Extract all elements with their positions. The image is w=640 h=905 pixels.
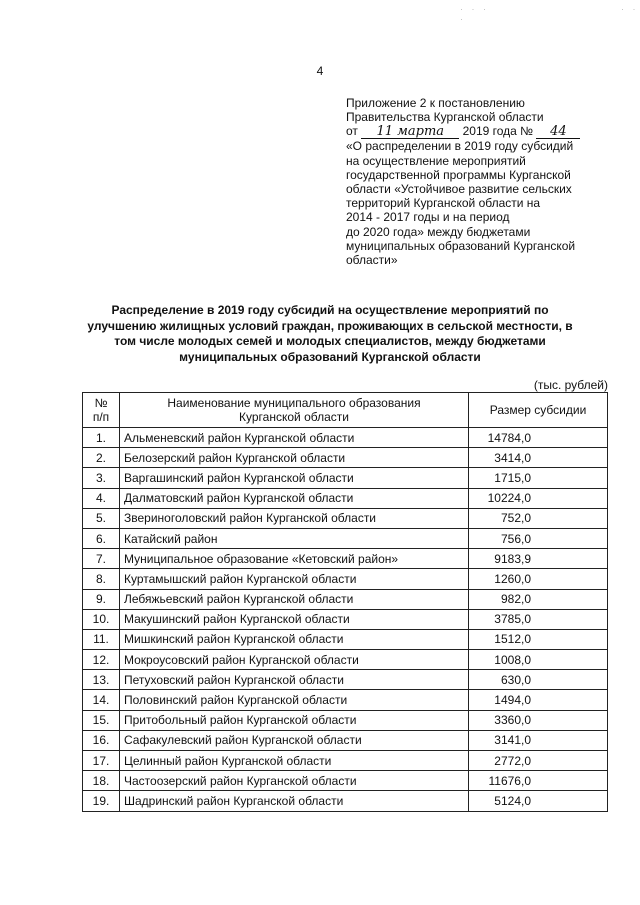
row-number: 12. (83, 650, 120, 670)
row-number: 8. (83, 569, 120, 589)
row-municipality: Петуховский район Курганской области (120, 670, 469, 690)
appendix-body-line: государственной программы Курганской (346, 167, 571, 182)
table-row (83, 569, 608, 589)
appendix-line-1: Приложение 2 к постановлению (346, 96, 525, 110)
appendix-body-line: до 2020 года» между бюджетами (346, 224, 531, 239)
table-header-row (83, 393, 608, 428)
table-row (83, 670, 608, 690)
row-municipality: Звериноголовский район Курганской области (120, 508, 469, 528)
row-municipality: Катайский район (120, 528, 469, 548)
table-row (83, 791, 608, 811)
header-number: № п/п (83, 393, 120, 428)
table-row (83, 428, 608, 448)
units-label: (тыс. рублей) (533, 378, 608, 392)
row-number: 10. (83, 609, 120, 629)
row-municipality: Макушинский район Курганской области (120, 609, 469, 629)
row-number: 4. (83, 488, 120, 508)
row-number: 7. (83, 549, 120, 569)
appendix-date-line (346, 124, 598, 139)
row-municipality: Целинный район Курганской области (120, 751, 469, 771)
table-row (83, 589, 608, 609)
row-number: 6. (83, 528, 120, 548)
row-amount: 1008,0 (469, 650, 608, 670)
row-number: 17. (83, 751, 120, 771)
table-row (83, 710, 608, 730)
row-municipality: Далматовский район Курганской области (120, 488, 469, 508)
row-amount: 3414,0 (469, 448, 608, 468)
handwritten-number: 44 (536, 126, 580, 139)
table-row (83, 629, 608, 649)
table-row (83, 650, 608, 670)
row-number: 5. (83, 508, 120, 528)
row-number: 18. (83, 771, 120, 791)
row-number: 1. (83, 428, 120, 448)
row-municipality: Частоозерский район Курганской области (120, 771, 469, 791)
row-amount: 1715,0 (469, 468, 608, 488)
row-number: 19. (83, 791, 120, 811)
appendix-body-line: на осуществление мероприятий (346, 153, 526, 168)
appendix-body-line: 2014 - 2017 годы и на период (346, 210, 510, 225)
table-row (83, 448, 608, 468)
row-amount: 1512,0 (469, 629, 608, 649)
title-line: Распределение в 2019 году субсидий на осуществление мероприятий по (111, 303, 549, 317)
row-number: 2. (83, 448, 120, 468)
row-municipality: Лебяжьевский район Курганской области (120, 589, 469, 609)
appendix-body-line: «О распределении в 2019 году субсидий (346, 139, 574, 154)
row-amount: 9183,9 (469, 549, 608, 569)
table-row (83, 690, 608, 710)
header-amount: Размер субсидии (469, 393, 608, 428)
table-row (83, 488, 608, 508)
row-amount: 1494,0 (469, 690, 608, 710)
header-municipality: Наименование муниципального образования Курганской области (120, 393, 469, 428)
title-line: том числе молодых семей и молодых специалистов, между бюджетами (114, 334, 546, 348)
row-number: 13. (83, 670, 120, 690)
appendix-body-line: территорий Курганской области на (346, 196, 541, 211)
table-row (83, 508, 608, 528)
row-municipality: Половинский район Курганской области (120, 690, 469, 710)
row-number: 14. (83, 690, 120, 710)
row-amount: 982,0 (469, 589, 608, 609)
year-text: 2019 года № (462, 124, 534, 139)
row-amount: 14784,0 (469, 428, 608, 448)
row-municipality: Белозерский район Курганской области (120, 448, 469, 468)
row-number: 11. (83, 629, 120, 649)
table-row (83, 730, 608, 750)
title-line: муниципальных образований Курганской области (179, 349, 481, 364)
document-title (60, 303, 600, 365)
appendix-body-line: области» (346, 253, 398, 268)
handwritten-date: 11 марта (361, 126, 459, 139)
row-municipality: Муниципальное образование «Кетовский район» (120, 549, 469, 569)
row-municipality: Мокроусовский район Курганской области (120, 650, 469, 670)
page-number: 4 (316, 64, 324, 78)
table-row (83, 609, 608, 629)
row-municipality: Мишкинский район Курганской области (120, 629, 469, 649)
table-row (83, 771, 608, 791)
table-row (83, 549, 608, 569)
table-body (83, 428, 608, 812)
row-amount: 3360,0 (469, 710, 608, 730)
table-row (83, 751, 608, 771)
row-amount: 3141,0 (469, 730, 608, 750)
subsidy-table (82, 392, 608, 812)
row-municipality: Альменевский район Курганской области (120, 428, 469, 448)
row-municipality: Куртамышский район Курганской области (120, 569, 469, 589)
row-municipality: Шадринский район Курганской области (120, 791, 469, 811)
table-row (83, 468, 608, 488)
row-number: 9. (83, 589, 120, 609)
appendix-body-line: муниципальных образований Курганской (346, 238, 576, 253)
row-number: 15. (83, 710, 120, 730)
row-amount: 1260,0 (469, 569, 608, 589)
row-amount: 11676,0 (469, 771, 608, 791)
row-number: 16. (83, 730, 120, 750)
row-amount: 2772,0 (469, 751, 608, 771)
appendix-body (346, 139, 598, 267)
row-amount: 10224,0 (469, 488, 608, 508)
appendix-line-2: Правительства Курганской области (346, 110, 544, 125)
row-amount: 630,0 (469, 670, 608, 690)
row-municipality: Сафакулевский район Курганской области (120, 730, 469, 750)
row-amount: 5124,0 (469, 791, 608, 811)
row-amount: 3785,0 (469, 609, 608, 629)
row-municipality: Притобольный район Курганской области (120, 710, 469, 730)
table-row (83, 528, 608, 548)
row-amount: 752,0 (469, 508, 608, 528)
scan-artifact: · · · · · · (460, 4, 639, 24)
appendix-body-line: области «Устойчивое развитие сельских (346, 182, 572, 197)
title-line: улучшению жилищных условий граждан, проживающих в сельской местности, в (87, 318, 573, 333)
row-number: 3. (83, 468, 120, 488)
row-amount: 756,0 (469, 528, 608, 548)
row-municipality: Варгашинский район Курганской области (120, 468, 469, 488)
appendix-block (346, 96, 598, 267)
from-label: от (346, 124, 358, 139)
